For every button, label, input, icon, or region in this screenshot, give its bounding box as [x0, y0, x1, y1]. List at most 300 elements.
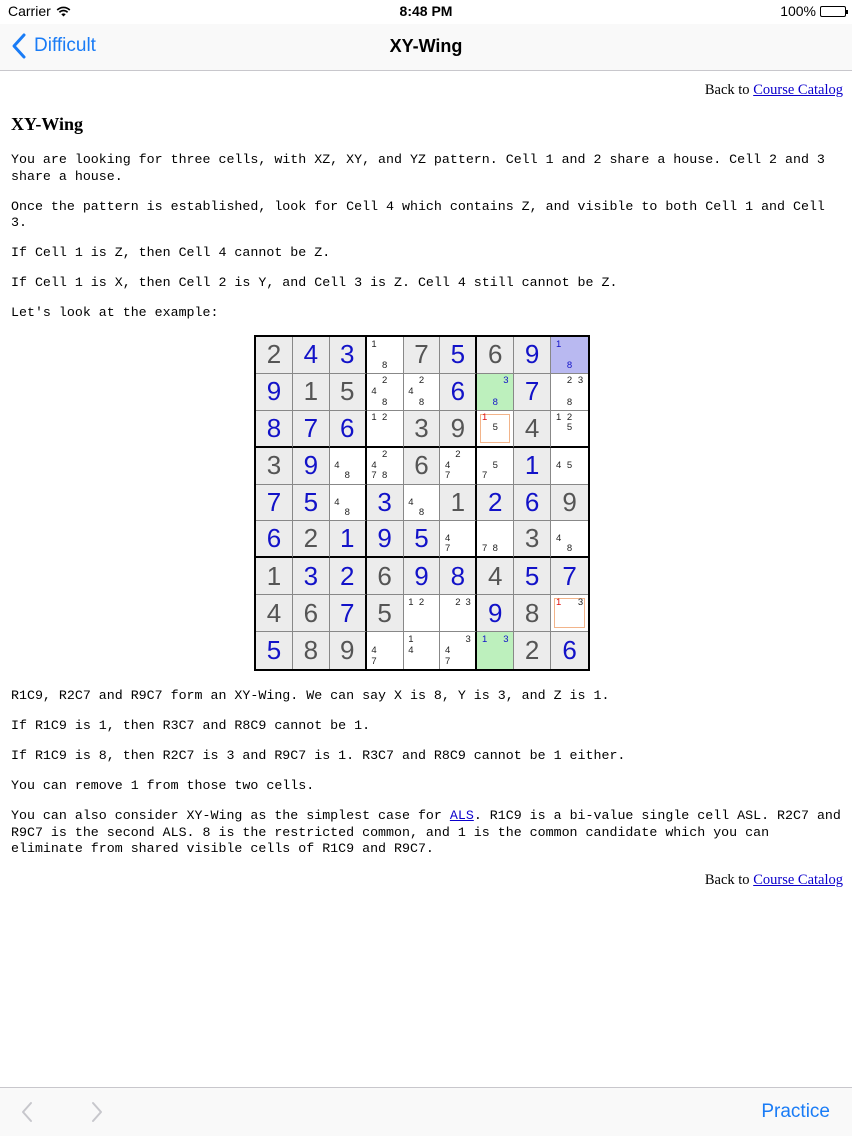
candidate-digit	[406, 656, 417, 667]
candidate-digit: 4	[334, 496, 340, 508]
candidate-digit	[390, 339, 401, 350]
candidate-digit	[406, 618, 417, 629]
candidate-digit	[332, 450, 342, 461]
sudoku-cell-r5c8: 6	[514, 485, 551, 522]
candidate-digit: 3	[577, 375, 584, 387]
candidate-digit	[553, 360, 564, 371]
explanation-paragraph-3: If R1C9 is 8, then R2C7 is 3 and R9C7 is 1. R3C7 and R8C9 cannot be 1 either.	[11, 748, 626, 763]
sudoku-cell-r3c7	[477, 411, 514, 448]
candidate-digit	[453, 534, 463, 544]
sudoku-cell-r1c1: 2	[256, 337, 293, 374]
candidate-digit: 4	[408, 644, 414, 656]
candidate-notes	[406, 634, 438, 667]
back-to-prefix: Back to	[704, 82, 754, 98]
candidate-digit	[453, 471, 463, 482]
candidate-digit	[416, 497, 427, 508]
candidate-digit: 5	[566, 422, 573, 434]
candidate-digit	[406, 608, 417, 619]
course-catalog-link-bottom[interactable]: Course Catalog	[753, 871, 843, 888]
candidate-digit: 1	[371, 338, 377, 350]
candidate-digit	[553, 376, 564, 387]
candidate-notes	[406, 487, 438, 519]
candidate-digit: 7	[481, 470, 488, 482]
back-button-label: Difficult	[34, 35, 96, 56]
candidate-digit	[463, 471, 473, 482]
page-title: XY-Wing	[389, 36, 463, 56]
candidate-digit	[501, 413, 512, 423]
bottom-toolbar	[0, 1087, 852, 1136]
candidate-digit: 4	[371, 459, 377, 471]
intro-paragraph-3: If Cell 1 is Z, then Cell 4 cannot be Z.	[11, 245, 331, 260]
candidate-digit	[379, 350, 390, 361]
candidate-digit	[427, 497, 438, 508]
sudoku-cell-r2c9	[551, 374, 588, 411]
candidate-digit	[564, 339, 575, 350]
sudoku-cell-r2c8: 7	[514, 374, 551, 411]
candidate-digit	[575, 523, 586, 533]
candidate-digit	[453, 608, 463, 619]
candidate-digit: 5	[492, 459, 498, 471]
candidate-digit: 7	[481, 543, 488, 555]
candidate-notes	[442, 450, 473, 482]
lesson-heading: XY-Wing	[11, 114, 84, 134]
candidate-digit	[427, 618, 438, 629]
candidate-digit	[369, 450, 380, 461]
sudoku-cell-r4c9	[551, 448, 588, 485]
als-text-after: . R1C9 is a bi-value single cell ASL. R2C7 and R9C7 is the second ALS. 8 is the restricted common, and 1 is the common candidate which you can eliminate from shared visible cells of R1C9 and R9C7.	[11, 808, 849, 856]
sudoku-cell-r6c8: 3	[514, 521, 551, 558]
candidate-digit	[575, 397, 586, 408]
candidate-digit	[490, 376, 501, 387]
candidate-digit	[442, 608, 452, 619]
battery-icon	[820, 6, 846, 17]
candidate-notes	[479, 376, 511, 408]
candidate-digit	[379, 387, 390, 398]
candidate-digit	[427, 487, 438, 498]
candidate-notes	[442, 597, 473, 629]
als-link[interactable]: ALS	[449, 808, 474, 823]
candidate-digit: 7	[444, 655, 451, 667]
sudoku-cell-r2c7	[477, 374, 514, 411]
next-page-icon[interactable]	[88, 1100, 106, 1124]
sudoku-cell-r3c9	[551, 411, 588, 448]
candidate-notes	[442, 523, 473, 554]
intro-paragraph-1: You are looking for three cells, with XZ, XY, and YZ pattern. Cell 1 and 2 share a house. Cell 2 and 3 share a house.	[11, 152, 833, 184]
sudoku-cell-r1c8: 9	[514, 337, 551, 374]
als-paragraph	[11, 808, 849, 858]
back-to-catalog-bottom	[11, 872, 843, 889]
candidate-digit: 5	[566, 459, 573, 471]
candidate-digit: 5	[492, 422, 498, 434]
course-catalog-link-top[interactable]: Course Catalog	[753, 82, 843, 98]
candidate-notes	[553, 523, 586, 554]
sudoku-cell-r8c3: 7	[330, 595, 367, 632]
candidate-digit	[427, 634, 438, 645]
candidate-digit	[416, 618, 427, 629]
content-area	[11, 71, 849, 889]
candidate-digit	[575, 339, 586, 350]
candidate-digit	[406, 508, 417, 519]
candidate-digit: 8	[492, 396, 498, 408]
sudoku-cell-r6c6	[440, 521, 477, 558]
candidate-digit: 8	[381, 470, 388, 482]
sudoku-cell-r5c4: 3	[367, 485, 404, 522]
candidate-digit	[553, 608, 564, 619]
sudoku-cell-r6c9	[551, 521, 588, 558]
candidate-digit	[564, 618, 575, 629]
candidate-digit	[379, 423, 390, 433]
candidate-digit	[390, 460, 401, 471]
sudoku-cell-r8c7: 9	[477, 595, 514, 632]
sudoku-cell-r6c2: 2	[293, 521, 330, 558]
candidate-digit: 8	[566, 543, 573, 555]
candidate-digit	[369, 433, 380, 443]
candidate-digit: 1	[408, 633, 414, 645]
candidate-digit	[427, 397, 438, 408]
candidate-notes	[479, 523, 511, 554]
status-bar	[0, 0, 852, 24]
candidate-notes	[553, 376, 586, 408]
candidate-digit	[490, 433, 501, 443]
candidate-notes	[406, 376, 438, 408]
sudoku-cell-r1c3: 3	[330, 337, 367, 374]
candidate-digit: 4	[444, 644, 451, 656]
explanation-paragraph-4: You can remove 1 from those two cells.	[11, 778, 315, 793]
sudoku-cell-r4c1: 3	[256, 448, 293, 485]
sudoku-cell-r1c6: 5	[440, 337, 477, 374]
candidate-digit	[553, 433, 564, 443]
candidate-digit: 2	[566, 375, 573, 387]
candidate-notes	[369, 339, 401, 371]
candidate-notes	[369, 413, 401, 444]
candidate-digit	[564, 523, 575, 533]
candidate-digit	[575, 433, 586, 443]
sudoku-cell-r1c5: 7	[404, 337, 441, 374]
sudoku-cell-r7c6: 8	[440, 558, 477, 595]
candidate-digit	[564, 387, 575, 398]
candidate-digit: 8	[381, 359, 388, 371]
candidate-digit: 2	[418, 596, 425, 608]
practice-button[interactable]: Practice	[761, 1101, 830, 1122]
candidate-digit: 7	[371, 470, 377, 482]
battery-info	[780, 3, 846, 19]
sudoku-cell-r8c1: 4	[256, 595, 293, 632]
candidate-digit: 2	[455, 449, 461, 461]
sudoku-cell-r3c8: 4	[514, 411, 551, 448]
candidate-digit	[564, 350, 575, 361]
candidate-digit	[390, 423, 401, 433]
candidate-digit	[553, 387, 564, 398]
sudoku-cell-r9c1: 5	[256, 632, 293, 669]
candidate-digit	[352, 508, 362, 519]
candidate-digit	[352, 460, 362, 471]
candidate-digit: 7	[444, 543, 451, 555]
sudoku-cell-r8c9	[551, 595, 588, 632]
candidate-digit	[479, 387, 490, 398]
candidate-digit	[553, 544, 564, 554]
candidate-digit: 8	[418, 507, 425, 519]
candidate-digit	[390, 387, 401, 398]
candidate-digit: 1	[481, 633, 488, 645]
candidate-digit: 3	[577, 596, 584, 608]
candidate-digit	[427, 608, 438, 619]
candidate-digit: 2	[381, 449, 388, 461]
candidate-digit	[463, 450, 473, 461]
candidate-digit	[553, 423, 564, 433]
candidate-digit	[501, 645, 512, 656]
candidate-digit	[463, 534, 473, 544]
candidate-digit	[575, 360, 586, 371]
candidate-digit	[553, 450, 564, 461]
candidate-digit	[352, 487, 362, 498]
candidate-digit	[390, 376, 401, 387]
candidate-digit: 7	[444, 470, 451, 482]
candidate-digit	[463, 618, 473, 629]
candidate-digit	[490, 634, 501, 645]
candidate-digit	[416, 656, 427, 667]
candidate-digit	[427, 656, 438, 667]
candidate-digit	[390, 471, 401, 482]
candidate-digit: 8	[381, 396, 388, 408]
sudoku-cell-r4c2: 9	[293, 448, 330, 485]
candidate-digit: 2	[381, 412, 388, 424]
intro-paragraph-2: Once the pattern is established, look for Cell 4 which contains Z, and visible to both Cell 1 and Cell 3.	[11, 198, 833, 230]
candidate-notes	[479, 450, 511, 482]
sudoku-cell-r5c2: 5	[293, 485, 330, 522]
sudoku-cell-r5c1: 7	[256, 485, 293, 522]
sudoku-cell-r4c5: 6	[404, 448, 441, 485]
candidate-digit	[553, 471, 564, 482]
candidate-digit: 7	[371, 655, 377, 667]
candidate-digit: 2	[455, 596, 461, 608]
sudoku-cell-r5c5	[404, 485, 441, 522]
sudoku-cell-r9c5	[404, 632, 441, 669]
candidate-digit	[575, 387, 586, 398]
sudoku-cell-r9c4	[367, 632, 404, 669]
sudoku-cell-r7c8: 5	[514, 558, 551, 595]
candidate-notes	[442, 634, 473, 667]
candidate-digit	[553, 397, 564, 408]
candidate-digit	[332, 471, 342, 482]
sudoku-cell-r8c2: 6	[293, 595, 330, 632]
candidate-digit	[442, 618, 452, 629]
candidate-digit	[390, 656, 401, 667]
intro-paragraph-5: Let's look at the example:	[11, 305, 219, 320]
candidate-digit	[390, 433, 401, 443]
candidate-digit	[390, 634, 401, 645]
candidate-digit	[479, 433, 490, 443]
sudoku-cell-r8c6	[440, 595, 477, 632]
candidate-digit	[390, 645, 401, 656]
candidate-digit	[501, 423, 512, 433]
candidate-digit	[379, 645, 390, 656]
candidate-digit: 1	[555, 338, 562, 350]
candidate-digit: 8	[418, 396, 425, 408]
sudoku-cell-r8c8: 8	[514, 595, 551, 632]
candidate-digit	[490, 523, 501, 533]
candidate-digit	[453, 618, 463, 629]
candidate-notes	[332, 450, 363, 482]
sudoku-cell-r2c2: 1	[293, 374, 330, 411]
candidate-digit	[332, 487, 342, 498]
candidate-digit	[390, 360, 401, 371]
candidate-digit: 3	[503, 375, 509, 387]
sudoku-cell-r3c4	[367, 411, 404, 448]
candidate-notes	[369, 376, 401, 408]
candidate-digit	[463, 523, 473, 533]
sudoku-cell-r3c5: 3	[404, 411, 441, 448]
candidate-digit	[342, 487, 352, 498]
candidate-digit	[379, 656, 390, 667]
sudoku-grid	[254, 335, 590, 671]
candidate-digit	[390, 450, 401, 461]
candidate-digit: 1	[555, 412, 562, 424]
candidate-notes	[406, 597, 438, 629]
sudoku-cell-r6c1: 6	[256, 521, 293, 558]
candidate-digit	[379, 460, 390, 471]
candidate-digit: 4	[444, 459, 451, 471]
candidate-digit	[575, 608, 586, 619]
candidate-digit: 1	[371, 412, 377, 424]
candidate-digit	[564, 450, 575, 461]
candidate-digit	[379, 433, 390, 443]
sudoku-cell-r7c3: 2	[330, 558, 367, 595]
candidate-digit: 4	[371, 644, 377, 656]
candidate-digit	[427, 387, 438, 398]
candidate-digit	[390, 397, 401, 408]
sudoku-cell-r4c7	[477, 448, 514, 485]
candidate-digit	[406, 376, 417, 387]
back-to-prefix: Back to	[704, 871, 754, 888]
candidate-digit: 1	[481, 412, 488, 424]
candidate-digit: 8	[566, 396, 573, 408]
sudoku-cell-r9c3: 9	[330, 632, 367, 669]
sudoku-cell-r4c8: 1	[514, 448, 551, 485]
sudoku-cell-r7c7: 4	[477, 558, 514, 595]
candidate-digit	[453, 460, 463, 471]
sudoku-cell-r7c4: 6	[367, 558, 404, 595]
candidate-digit	[453, 656, 463, 667]
sudoku-cell-r8c4: 5	[367, 595, 404, 632]
candidate-digit	[369, 634, 380, 645]
sudoku-cell-r4c4	[367, 448, 404, 485]
candidate-digit	[575, 350, 586, 361]
candidate-digit	[463, 608, 473, 619]
candidate-digit	[501, 460, 512, 471]
intro-paragraph-4: If Cell 1 is X, then Cell 2 is Y, and Cell 3 is Z. Cell 4 still cannot be Z.	[11, 275, 618, 290]
candidate-digit	[564, 608, 575, 619]
sudoku-cell-r1c2: 4	[293, 337, 330, 374]
sudoku-cell-r2c6: 6	[440, 374, 477, 411]
candidate-digit	[490, 471, 501, 482]
candidate-digit: 2	[566, 412, 573, 424]
candidate-digit	[575, 450, 586, 461]
candidate-digit	[501, 544, 512, 554]
candidate-digit	[501, 433, 512, 443]
candidate-digit	[342, 450, 352, 461]
candidate-digit: 8	[344, 470, 350, 482]
sudoku-cell-r9c8: 2	[514, 632, 551, 669]
candidate-digit	[501, 450, 512, 461]
candidate-digit	[442, 634, 452, 645]
previous-page-icon[interactable]	[18, 1100, 36, 1124]
candidate-digit	[390, 413, 401, 423]
candidate-digit	[463, 544, 473, 554]
sudoku-cell-r7c5: 9	[404, 558, 441, 595]
candidate-digit	[453, 523, 463, 533]
candidate-digit	[332, 508, 342, 519]
candidate-digit	[463, 656, 473, 667]
candidate-notes	[479, 413, 511, 444]
sudoku-cell-r5c3	[330, 485, 367, 522]
candidate-digit	[479, 523, 490, 533]
candidate-digit: 4	[555, 533, 562, 545]
candidate-digit: 8	[566, 359, 573, 371]
candidate-digit: 4	[334, 459, 340, 471]
candidate-digit	[575, 618, 586, 629]
candidate-notes	[369, 450, 401, 482]
sudoku-cell-r2c3: 5	[330, 374, 367, 411]
candidate-digit	[416, 487, 427, 498]
candidate-digit	[479, 397, 490, 408]
candidate-digit: 2	[418, 375, 425, 387]
candidate-digit	[575, 534, 586, 544]
candidate-notes	[553, 339, 586, 371]
candidate-digit	[463, 645, 473, 656]
candidate-digit: 1	[408, 596, 414, 608]
candidate-digit	[479, 450, 490, 461]
candidate-digit	[369, 397, 380, 408]
candidate-digit	[501, 471, 512, 482]
candidate-digit	[427, 597, 438, 608]
sudoku-cell-r5c9: 9	[551, 485, 588, 522]
candidate-digit	[479, 423, 490, 433]
candidate-digit	[564, 433, 575, 443]
candidate-digit	[564, 597, 575, 608]
candidate-digit: 4	[408, 496, 414, 508]
sudoku-cell-r3c6: 9	[440, 411, 477, 448]
candidate-digit	[479, 376, 490, 387]
sudoku-cell-r7c1: 1	[256, 558, 293, 595]
sudoku-cell-r3c3: 6	[330, 411, 367, 448]
sudoku-cell-r9c2: 8	[293, 632, 330, 669]
sudoku-cell-r6c4: 9	[367, 521, 404, 558]
candidate-digit: 8	[344, 507, 350, 519]
sudoku-cell-r2c5	[404, 374, 441, 411]
sudoku-cell-r5c7: 2	[477, 485, 514, 522]
candidate-digit	[379, 634, 390, 645]
candidate-digit	[479, 460, 490, 471]
candidate-digit: 1	[555, 596, 562, 608]
candidate-digit	[575, 460, 586, 471]
candidate-digit	[427, 508, 438, 519]
sudoku-cell-r6c5: 5	[404, 521, 441, 558]
navigation-bar	[0, 24, 852, 71]
sudoku-cell-r9c6	[440, 632, 477, 669]
candidate-digit	[479, 656, 490, 667]
candidate-digit	[564, 471, 575, 482]
candidate-digit	[369, 350, 380, 361]
candidate-digit: 3	[465, 633, 471, 645]
candidate-digit	[553, 618, 564, 629]
candidate-notes	[553, 450, 586, 482]
candidate-digit	[416, 387, 427, 398]
candidate-digit	[490, 450, 501, 461]
candidate-digit	[501, 534, 512, 544]
candidate-digit	[427, 645, 438, 656]
explanation-paragraph-2: If R1C9 is 1, then R3C7 and R8C9 cannot be 1.	[11, 718, 371, 733]
candidate-digit	[501, 397, 512, 408]
